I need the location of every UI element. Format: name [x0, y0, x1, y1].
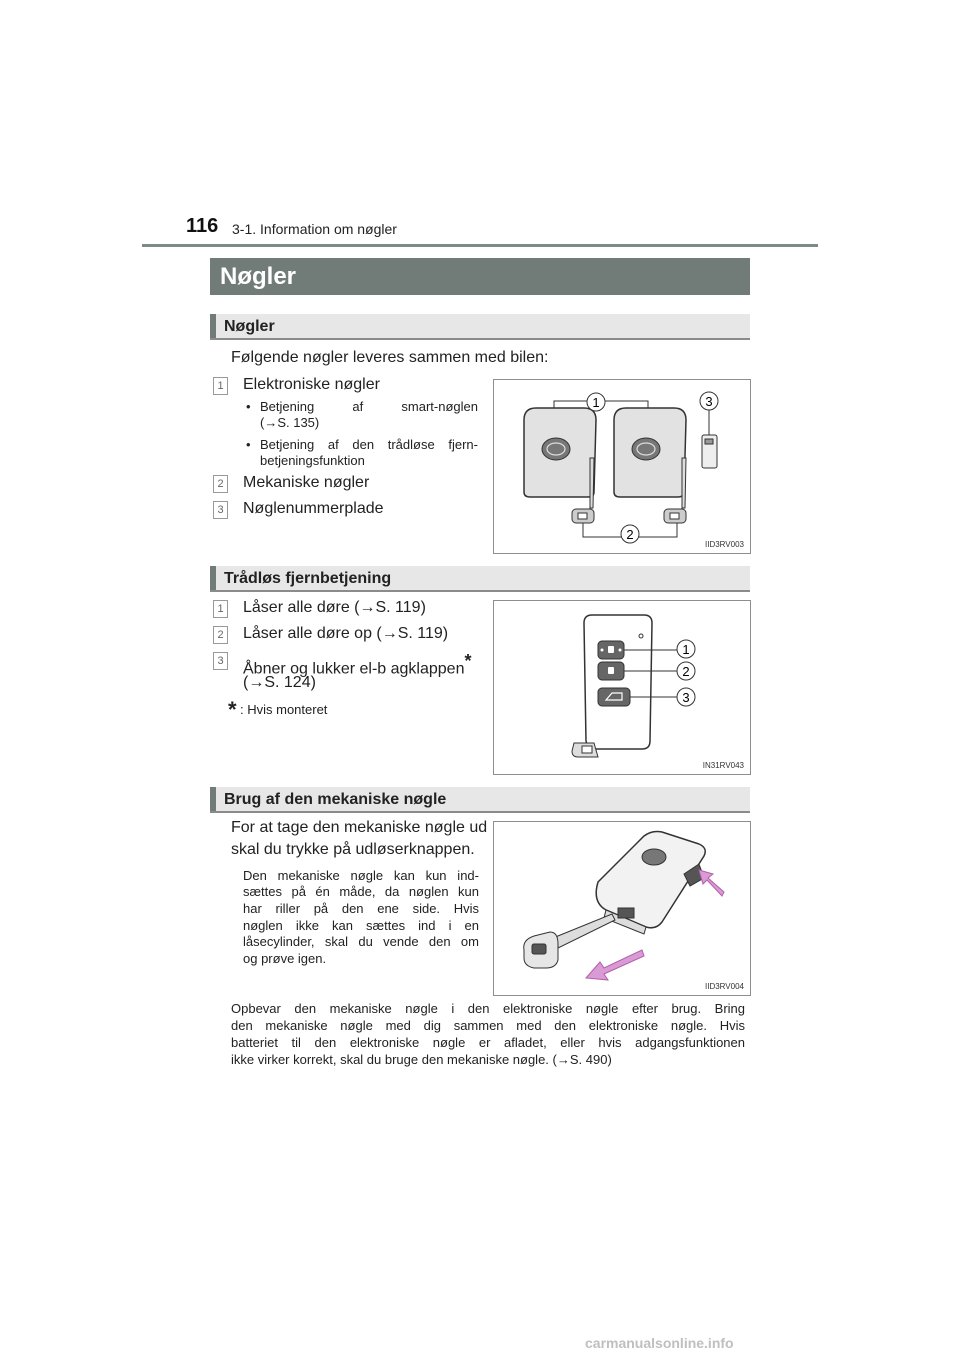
bullet-marker: • [246, 399, 251, 414]
callout-1: 1 [592, 395, 600, 410]
mechanical-lead: skal du trykke på udløserknappen. [231, 841, 475, 858]
callout-3: 3 [682, 690, 690, 705]
note-line: sættes på én måde, da nøglen kun [243, 884, 479, 899]
storage-note-line: den mekaniske nøgle med dig sammen med den elektroniske nøgle. Hvis [231, 1018, 745, 1033]
footnote-mark: * [464, 651, 472, 671]
section-accent [210, 787, 216, 811]
mechanical-figure [493, 821, 751, 996]
storage-note-line: Opbevar den mekaniske nøgle i den elektroniske nøgle efter brug. Bring [231, 1001, 745, 1016]
item-number: 1 [213, 377, 228, 395]
callout-3: 3 [705, 394, 713, 409]
page-number: 116 [186, 215, 219, 237]
item-number: 1 [213, 600, 228, 618]
section-accent [210, 314, 216, 338]
remote-item-3-ref: (→S. 124) [243, 674, 316, 691]
keys-item-3: Nøglenummerplade [243, 500, 384, 517]
storage-note-line: batteriet til den elektroniske nøgle er afladet, eller hvis adgangsfunktionen [231, 1035, 745, 1050]
note-line: låsecylinder, skal du vende den om [243, 934, 479, 949]
mechanical-lead: For at tage den mekaniske nøgle ud [231, 819, 488, 836]
keys-figure [493, 379, 751, 554]
bullet-text: betjeningsfunktion [260, 453, 365, 468]
callout-2: 2 [626, 527, 634, 542]
figure-code: IN31RV043 [702, 761, 744, 770]
bullet-marker: • [246, 437, 251, 452]
section-title: Trådløs fjernbetjening [224, 570, 392, 587]
keys-illustration [494, 380, 750, 553]
item-number: 3 [213, 652, 228, 670]
watermark: carmanualsonline.info [585, 1335, 734, 1351]
section-mechanical-header [210, 787, 750, 813]
footnote-star: * [228, 697, 237, 722]
bullet-text: Betjening af den trådløse fjern- [260, 437, 478, 452]
bullet-text: (→S. 135) [260, 415, 320, 430]
header-rule [142, 244, 818, 247]
section-title: Brug af den mekaniske nøgle [224, 791, 447, 808]
storage-note-line: ikke virker korrekt, skal du bruge den mekaniske nøgle. (→S. 490) [231, 1052, 612, 1067]
item-number: 2 [213, 626, 228, 644]
item-number: 3 [213, 501, 228, 519]
bullet-text: Betjening af smart-nøglen [260, 399, 478, 414]
section-title: Nøgler [224, 318, 275, 335]
remote-figure [493, 600, 751, 775]
remote-item-3-label: Åbner og lukker el-b agklappen [243, 660, 465, 678]
footnote-text: : Hvis monteret [240, 702, 328, 717]
remote-illustration [494, 601, 750, 774]
figure-code: IID3RV004 [705, 982, 744, 991]
section-remote-header [210, 566, 750, 592]
figure-code: IID3RV003 [705, 540, 744, 549]
callout-1: 1 [682, 642, 690, 657]
item-number: 2 [213, 475, 228, 493]
mechanical-illustration [494, 822, 750, 995]
keys-item-1: Elektroniske nøgler [243, 376, 380, 393]
remote-item-1: Låser alle døre (→S. 119) [243, 599, 426, 616]
section-keys-header [210, 314, 750, 340]
note-line: og prøve igen. [243, 951, 327, 966]
note-line: har riller på den ene side. Hvis [243, 901, 479, 916]
chapter-title: 3-1. Information om nøgler [232, 221, 397, 237]
remote-item-2: Låser alle døre op (→S. 119) [243, 625, 449, 642]
note-line: Den mekaniske nøgle kan kun ind- [243, 868, 479, 883]
page-title: Nøgler [210, 258, 750, 295]
section-accent [210, 566, 216, 590]
note-line: nøglen ikke kan sættes ind i en [243, 918, 479, 933]
callout-2: 2 [682, 664, 690, 679]
keys-intro: Følgende nøgler leveres sammen med bilen: [231, 349, 549, 366]
keys-item-2: Mekaniske nøgler [243, 474, 370, 491]
